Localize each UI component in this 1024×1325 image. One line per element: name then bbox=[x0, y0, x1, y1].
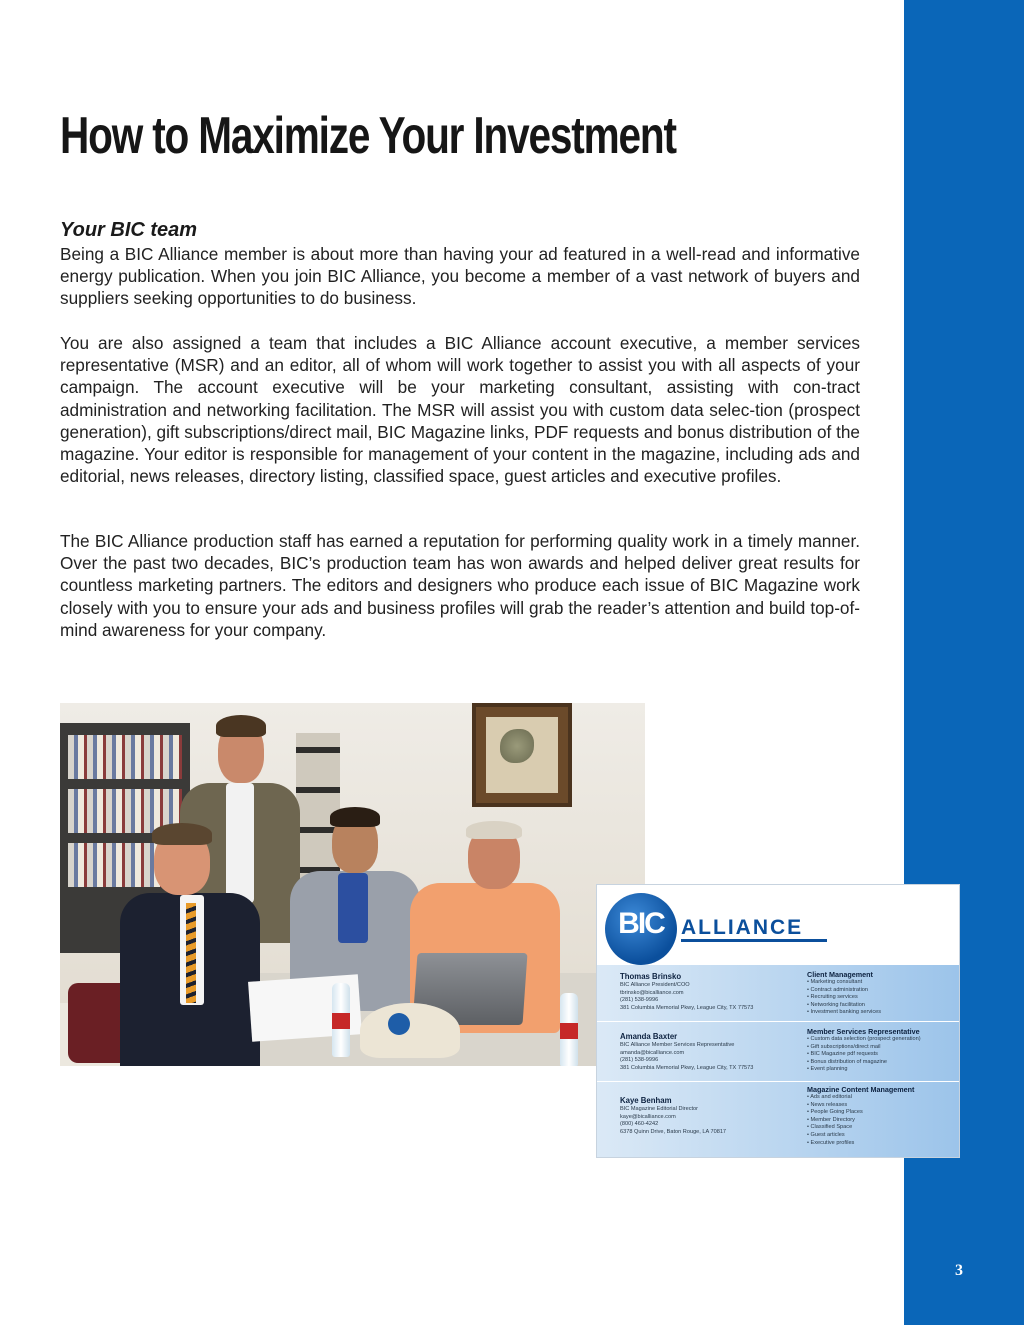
photo-cap bbox=[360, 1003, 460, 1058]
contact-block bbox=[620, 1032, 800, 1072]
service-heading: Magazine Content Management bbox=[807, 1085, 915, 1094]
service-item: • Recruiting services bbox=[807, 994, 858, 1001]
page-number: 3 bbox=[955, 1262, 963, 1279]
body-paragraph: Being a BIC Alliance member is about more than having your ad featured in a well-read and informative energy publication. When you join BIC Alliance, you become a member of a vast network of buyers and suppliers seeking opportunities to do business. bbox=[60, 244, 860, 309]
service-item: • Event planning bbox=[807, 1066, 848, 1073]
service-item: • Investment banking services bbox=[807, 1009, 882, 1016]
photo-framed-picture bbox=[472, 703, 572, 807]
service-item: • Bonus distribution of magazine bbox=[807, 1058, 888, 1065]
logo-underline bbox=[681, 939, 827, 942]
contact-line: 381 Columbia Memorial Pkwy, League City, TX 77573 bbox=[620, 1004, 754, 1011]
service-item: • Ads and editorial bbox=[807, 1094, 852, 1100]
photo-bottle bbox=[332, 983, 350, 1057]
body-paragraph: You are also assigned a team that includes a BIC Alliance account executive, a member services representative (MSR) and an editor, all of whom will work together to assist you with all aspects of your campaign. The account executive will be your marketing consultant, assisting with con-tract administration and networking facilitation. The MSR will assist you with custom data selec-tion (prospect generation), gift subscriptions/direct mail, BIC Magazine links, PDF requests and bonus distribution of the magazine. Your editor is responsible for management of your content in the magazine, including ads and editorial, news releases, directory listing, classified space, guest articles and executive profiles. bbox=[60, 333, 860, 487]
contact-line: amanda@bicalliance.com bbox=[620, 1049, 685, 1056]
contact-line: BIC Magazine Editorial Director bbox=[620, 1106, 699, 1112]
contact-line: tbrinsko@bicalliance.com bbox=[620, 989, 684, 996]
contact-line: 381 Columbia Memorial Pkwy, League City, TX 77573 bbox=[620, 1064, 754, 1071]
photo-bottle bbox=[560, 993, 578, 1066]
service-item: • BIC Magazine pdf requests bbox=[807, 1051, 878, 1058]
contact-block bbox=[620, 1096, 800, 1136]
bic-logo-text: BIC bbox=[618, 907, 664, 940]
team-photo bbox=[60, 703, 645, 1066]
service-item: • Gift subscriptions/direct mail bbox=[807, 1043, 881, 1050]
contact-line: 6378 Quinn Drive, Baton Rouge, LA 70817 bbox=[620, 1128, 727, 1135]
alliance-logo-text: ALLIANCE bbox=[681, 916, 804, 939]
service-item: • Member Directory bbox=[807, 1116, 855, 1123]
service-block bbox=[807, 970, 957, 1017]
card-divider bbox=[597, 1081, 959, 1082]
bic-alliance-contact-card bbox=[597, 885, 959, 1157]
service-item: • Networking facilitation bbox=[807, 1001, 865, 1008]
contact-line: (281) 538-9996 bbox=[620, 1057, 659, 1064]
contact-name: Amanda Baxter bbox=[620, 1032, 678, 1041]
service-item: • News releases bbox=[807, 1101, 848, 1108]
contact-line: BIC Alliance Member Services Representative bbox=[620, 1042, 735, 1048]
service-block bbox=[807, 1085, 957, 1147]
contact-line: kaye@bicalliance.com bbox=[620, 1113, 676, 1120]
card-divider bbox=[597, 1021, 959, 1022]
service-item: • Marketing consultant bbox=[807, 979, 863, 985]
page-title: How to Maximize Your Investment bbox=[60, 107, 676, 165]
contact-line: (800) 460-4242 bbox=[620, 1121, 659, 1128]
service-item: • Guest articles bbox=[807, 1131, 845, 1138]
service-item: • People Going Places bbox=[807, 1109, 863, 1116]
contact-name: Thomas Brinsko bbox=[620, 972, 682, 981]
contact-line: (281) 538-9996 bbox=[620, 997, 659, 1004]
body-paragraph: The BIC Alliance production staff has earned a reputation for performing quality work in a timely manner. Over the past two decades, BIC’s production team has won awards and helped deliver great results for countless marketing partners. The editors and designers who produce each issue of BIC Magazine work closely with you to ensure your ads and business profiles will grab the reader’s attention and build top-of-mind awareness for your company. bbox=[60, 531, 860, 640]
contact-line: BIC Alliance President/COO bbox=[620, 982, 690, 988]
service-heading: Client Management bbox=[807, 970, 873, 979]
section-heading: Your BIC team bbox=[60, 219, 198, 241]
service-item: • Classified Space bbox=[807, 1124, 853, 1131]
contact-name: Kaye Benham bbox=[620, 1096, 672, 1105]
service-heading: Member Services Representative bbox=[807, 1027, 920, 1036]
contact-block bbox=[620, 972, 800, 1012]
service-item: • Custom data selection (prospect generation) bbox=[807, 1036, 921, 1042]
service-item: • Executive profiles bbox=[807, 1139, 855, 1146]
service-block bbox=[807, 1027, 957, 1074]
service-item: • Contract administration bbox=[807, 986, 869, 993]
